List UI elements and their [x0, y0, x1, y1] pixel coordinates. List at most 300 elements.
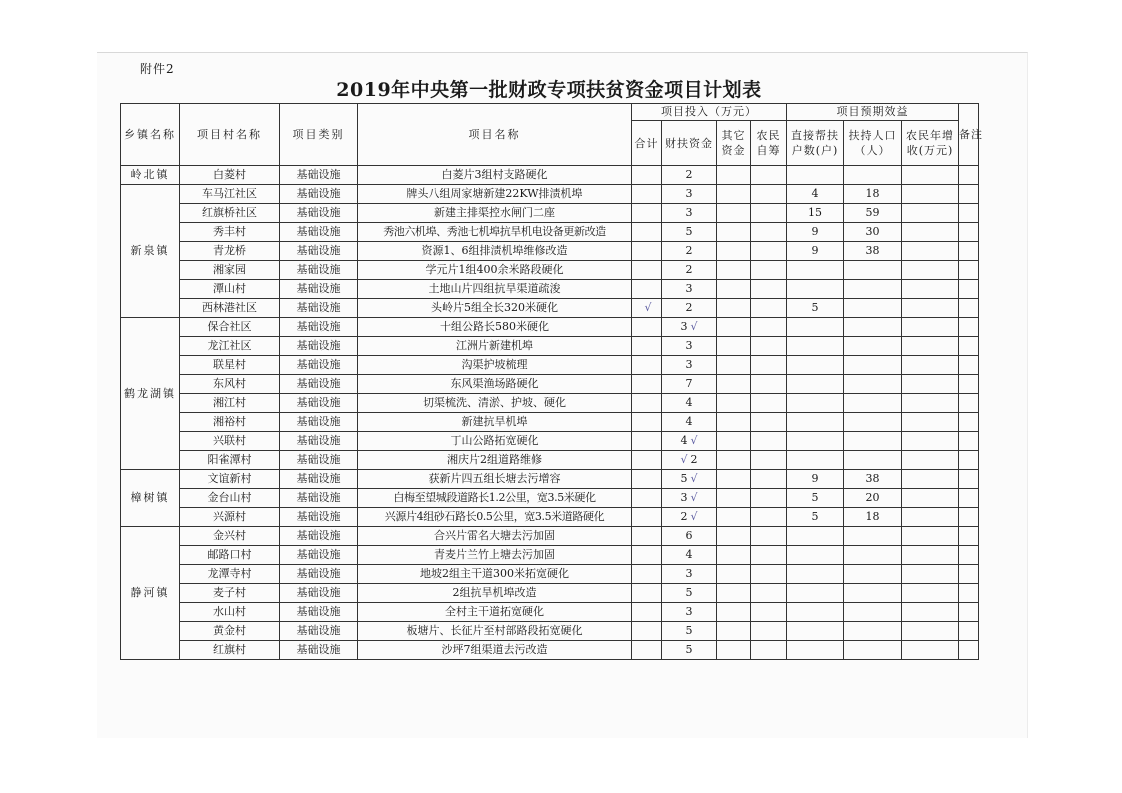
category-cell: 基础设施 [280, 318, 358, 337]
project-cell: 江洲片新建机埠 [358, 337, 632, 356]
fiscal-value: 7 [685, 377, 693, 390]
people-cell: 18 [844, 185, 902, 204]
households-cell: 9 [787, 470, 844, 489]
project-cell: 2组抗旱机埠改造 [358, 584, 632, 603]
households-cell [787, 413, 844, 432]
remark-cell [959, 299, 979, 318]
fiscal-cell [662, 622, 717, 641]
project-cell: 新建抗旱机埠 [358, 413, 632, 432]
total-cell [632, 280, 662, 299]
village-cell: 兴源村 [180, 508, 280, 527]
remark-cell [959, 432, 979, 451]
total-cell [632, 166, 662, 185]
other-cell [717, 508, 751, 527]
total-cell [632, 603, 662, 622]
farmer-cell [751, 451, 787, 470]
fiscal-cell [662, 185, 717, 204]
project-plan-table [120, 103, 984, 660]
village-cell: 龙江社区 [180, 337, 280, 356]
village-cell: 黄金村 [180, 622, 280, 641]
fiscal-value: 5 [680, 472, 688, 485]
category-cell: 基础设施 [280, 261, 358, 280]
table-row [121, 299, 979, 318]
checkmark-icon: √ [690, 434, 698, 447]
header-fiscal: 财扶资金 [662, 121, 717, 166]
category-cell: 基础设施 [280, 508, 358, 527]
income-cell [902, 584, 959, 603]
other-cell [717, 185, 751, 204]
checkmark-icon: √ [690, 320, 698, 333]
remark-cell [959, 394, 979, 413]
households-cell [787, 603, 844, 622]
category-cell: 基础设施 [280, 451, 358, 470]
town-cell: 静河镇 [121, 527, 180, 660]
fiscal-cell [662, 565, 717, 584]
income-cell [902, 394, 959, 413]
people-cell: 38 [844, 242, 902, 261]
other-cell [717, 470, 751, 489]
farmer-cell [751, 356, 787, 375]
table-row [121, 451, 979, 470]
fiscal-value: 3 [685, 358, 693, 371]
households-cell [787, 451, 844, 470]
fiscal-value: 4 [685, 415, 693, 428]
total-cell [632, 223, 662, 242]
table-row [121, 584, 979, 603]
total-cell [632, 242, 662, 261]
income-cell [902, 603, 959, 622]
total-cell [632, 641, 662, 660]
total-cell [632, 584, 662, 603]
fiscal-value: 3 [685, 605, 693, 618]
remark-cell [959, 242, 979, 261]
fiscal-cell [662, 584, 717, 603]
other-cell [717, 584, 751, 603]
other-cell [717, 603, 751, 622]
households-cell [787, 565, 844, 584]
table-row [121, 641, 979, 660]
income-cell [902, 546, 959, 565]
fiscal-cell [662, 204, 717, 223]
village-cell: 西林港社区 [180, 299, 280, 318]
category-cell: 基础设施 [280, 584, 358, 603]
village-cell: 湘家园 [180, 261, 280, 280]
other-cell [717, 299, 751, 318]
category-cell: 基础设施 [280, 641, 358, 660]
farmer-cell [751, 318, 787, 337]
farmer-cell [751, 432, 787, 451]
total-cell [632, 508, 662, 527]
remark-cell [959, 337, 979, 356]
people-cell [844, 565, 902, 584]
other-cell [717, 356, 751, 375]
households-cell [787, 584, 844, 603]
people-cell: 30 [844, 223, 902, 242]
income-cell [902, 356, 959, 375]
total-cell [632, 546, 662, 565]
total-cell [632, 394, 662, 413]
village-cell: 车马江社区 [180, 185, 280, 204]
other-cell [717, 223, 751, 242]
fiscal-cell [662, 641, 717, 660]
total-cell [632, 185, 662, 204]
fiscal-value: 2 [690, 453, 698, 466]
people-cell [844, 356, 902, 375]
other-cell [717, 261, 751, 280]
remark-cell [959, 375, 979, 394]
checkmark-icon: √ [690, 510, 698, 523]
fiscal-value: 2 [685, 301, 693, 314]
people-cell [844, 603, 902, 622]
category-cell: 基础设施 [280, 432, 358, 451]
income-cell [902, 527, 959, 546]
remark-cell [959, 185, 979, 204]
fiscal-cell [662, 375, 717, 394]
fiscal-cell [662, 223, 717, 242]
table-row [121, 375, 979, 394]
table-row [121, 413, 979, 432]
income-cell [902, 223, 959, 242]
category-cell: 基础设施 [280, 185, 358, 204]
table-row [121, 622, 979, 641]
village-cell: 联星村 [180, 356, 280, 375]
people-cell: 20 [844, 489, 902, 508]
project-cell: 沟渠护坡梳理 [358, 356, 632, 375]
category-cell: 基础设施 [280, 565, 358, 584]
fiscal-value: 3 [685, 206, 693, 219]
people-cell [844, 394, 902, 413]
checkmark-icon: √ [680, 453, 688, 466]
people-cell [844, 546, 902, 565]
village-cell: 兴联村 [180, 432, 280, 451]
people-cell [844, 280, 902, 299]
people-cell [844, 413, 902, 432]
income-cell [902, 166, 959, 185]
income-cell [902, 451, 959, 470]
income-cell [902, 641, 959, 660]
households-cell: 9 [787, 223, 844, 242]
total-cell [632, 565, 662, 584]
farmer-cell [751, 185, 787, 204]
farmer-cell [751, 641, 787, 660]
other-cell [717, 432, 751, 451]
farmer-cell [751, 527, 787, 546]
other-cell [717, 641, 751, 660]
income-cell [902, 299, 959, 318]
project-cell: 切渠梳洗、清淤、护坡、硬化 [358, 394, 632, 413]
remark-cell [959, 641, 979, 660]
table-row [121, 546, 979, 565]
remark-cell [959, 470, 979, 489]
table-row [121, 261, 979, 280]
households-cell: 15 [787, 204, 844, 223]
category-cell: 基础设施 [280, 375, 358, 394]
table-row [121, 508, 979, 527]
households-cell [787, 622, 844, 641]
people-cell [844, 622, 902, 641]
fiscal-cell [662, 470, 717, 489]
farmer-cell [751, 565, 787, 584]
remark-cell [959, 356, 979, 375]
category-cell: 基础设施 [280, 489, 358, 508]
other-cell [717, 375, 751, 394]
project-cell: 全村主干道拓宽硬化 [358, 603, 632, 622]
fiscal-value: 3 [680, 491, 688, 504]
village-cell: 白菱村 [180, 166, 280, 185]
remark-cell [959, 603, 979, 622]
category-cell: 基础设施 [280, 394, 358, 413]
people-cell: 59 [844, 204, 902, 223]
households-cell [787, 527, 844, 546]
category-cell: 基础设施 [280, 223, 358, 242]
other-cell [717, 451, 751, 470]
fiscal-value: 3 [680, 320, 688, 333]
total-cell [632, 299, 662, 318]
farmer-cell [751, 546, 787, 565]
farmer-cell [751, 337, 787, 356]
fiscal-cell [662, 432, 717, 451]
total-cell [632, 337, 662, 356]
other-cell [717, 413, 751, 432]
village-cell: 龙潭寺村 [180, 565, 280, 584]
remark-cell [959, 527, 979, 546]
fiscal-value: 5 [685, 643, 693, 656]
category-cell: 基础设施 [280, 413, 358, 432]
header-category: 项目类别 [280, 104, 358, 166]
checkmark-icon: √ [644, 301, 652, 314]
farmer-cell [751, 413, 787, 432]
other-cell [717, 394, 751, 413]
households-cell [787, 356, 844, 375]
income-cell [902, 204, 959, 223]
people-cell [844, 166, 902, 185]
households-cell [787, 166, 844, 185]
fiscal-cell [662, 394, 717, 413]
header-households: 直接帮扶户数(户) [787, 121, 844, 166]
fiscal-cell [662, 318, 717, 337]
project-cell: 青麦片兰竹上塘去污加固 [358, 546, 632, 565]
header-remark: 备注 [959, 104, 979, 166]
fiscal-value: 5 [685, 586, 693, 599]
farmer-cell [751, 204, 787, 223]
table-row [121, 489, 979, 508]
table-row [121, 242, 979, 261]
income-cell [902, 242, 959, 261]
income-cell [902, 622, 959, 641]
fiscal-cell [662, 508, 717, 527]
fiscal-cell [662, 546, 717, 565]
project-cell: 湘庆片2组道路维修 [358, 451, 632, 470]
village-cell: 金台山村 [180, 489, 280, 508]
total-cell [632, 261, 662, 280]
village-cell: 湘江村 [180, 394, 280, 413]
village-cell: 潭山村 [180, 280, 280, 299]
village-cell: 阳雀潭村 [180, 451, 280, 470]
category-cell: 基础设施 [280, 166, 358, 185]
people-cell: 38 [844, 470, 902, 489]
income-cell [902, 318, 959, 337]
farmer-cell [751, 508, 787, 527]
category-cell: 基础设施 [280, 546, 358, 565]
table-row [121, 166, 979, 185]
fiscal-cell [662, 527, 717, 546]
header-other: 其它资金 [717, 121, 751, 166]
table-row [121, 394, 979, 413]
income-cell [902, 413, 959, 432]
category-cell: 基础设施 [280, 299, 358, 318]
income-cell [902, 185, 959, 204]
remark-cell [959, 451, 979, 470]
households-cell: 5 [787, 299, 844, 318]
total-cell [632, 413, 662, 432]
fiscal-value: 6 [685, 529, 693, 542]
other-cell [717, 280, 751, 299]
town-cell: 新泉镇 [121, 185, 180, 318]
table-row [121, 527, 979, 546]
table-row [121, 470, 979, 489]
households-cell [787, 432, 844, 451]
remark-cell [959, 622, 979, 641]
header-benefit: 项目预期效益 [787, 104, 959, 121]
project-cell: 学元片1组400余米路段硬化 [358, 261, 632, 280]
project-cell: 地坡2组主干道300米拓宽硬化 [358, 565, 632, 584]
header-investment: 项目投入（万元） [632, 104, 787, 121]
other-cell [717, 565, 751, 584]
farmer-cell [751, 261, 787, 280]
project-cell: 白菱片3组村支路硬化 [358, 166, 632, 185]
table-row [121, 280, 979, 299]
project-cell: 兴源片4组砂石路长0.5公里，宽3.5米道路硬化 [358, 508, 632, 527]
appendix-label: 附件2 [140, 62, 175, 76]
income-cell [902, 432, 959, 451]
category-cell: 基础设施 [280, 622, 358, 641]
people-cell [844, 337, 902, 356]
fiscal-value: 2 [685, 263, 693, 276]
category-cell: 基础设施 [280, 527, 358, 546]
remark-cell [959, 318, 979, 337]
village-cell: 金兴村 [180, 527, 280, 546]
category-cell: 基础设施 [280, 337, 358, 356]
total-cell [632, 489, 662, 508]
total-cell [632, 204, 662, 223]
fiscal-cell [662, 280, 717, 299]
project-cell: 合兴片雷名大塘去污加固 [358, 527, 632, 546]
table-row [121, 223, 979, 242]
farmer-cell [751, 223, 787, 242]
remark-cell [959, 204, 979, 223]
category-cell: 基础设施 [280, 356, 358, 375]
other-cell [717, 527, 751, 546]
project-cell: 获新片四五组长塘去污增容 [358, 470, 632, 489]
farmer-cell [751, 470, 787, 489]
project-cell: 板塘片、长征片至村部路段拓宽硬化 [358, 622, 632, 641]
village-cell: 湘裕村 [180, 413, 280, 432]
households-cell: 5 [787, 489, 844, 508]
households-cell [787, 318, 844, 337]
fiscal-value: 4 [685, 396, 693, 409]
table-row [121, 318, 979, 337]
other-cell [717, 489, 751, 508]
income-cell [902, 470, 959, 489]
remark-cell [959, 565, 979, 584]
income-cell [902, 261, 959, 280]
project-cell: 十组公路长580米硬化 [358, 318, 632, 337]
farmer-cell [751, 603, 787, 622]
people-cell [844, 299, 902, 318]
project-cell: 资源1、6组排渍机埠维修改造 [358, 242, 632, 261]
category-cell: 基础设施 [280, 204, 358, 223]
fiscal-cell [662, 413, 717, 432]
town-cell: 鹤龙湖镇 [121, 318, 180, 470]
table-row [121, 565, 979, 584]
total-cell [632, 527, 662, 546]
income-cell [902, 489, 959, 508]
village-cell: 水山村 [180, 603, 280, 622]
other-cell [717, 546, 751, 565]
project-cell: 沙坪7组渠道去污改造 [358, 641, 632, 660]
category-cell: 基础设施 [280, 470, 358, 489]
people-cell: 18 [844, 508, 902, 527]
remark-cell [959, 166, 979, 185]
income-cell [902, 375, 959, 394]
page-title: 2019年中央第一批财政专项扶贫资金项目计划表 [336, 79, 762, 101]
table-row [121, 204, 979, 223]
other-cell [717, 166, 751, 185]
remark-cell [959, 280, 979, 299]
fiscal-cell [662, 242, 717, 261]
checkmark-icon: √ [690, 472, 698, 485]
total-cell [632, 432, 662, 451]
remark-cell [959, 584, 979, 603]
header-income: 农民年增收(万元) [902, 121, 959, 166]
category-cell: 基础设施 [280, 280, 358, 299]
people-cell [844, 641, 902, 660]
table-row [121, 432, 979, 451]
town-cell: 樟树镇 [121, 470, 180, 527]
remark-cell [959, 546, 979, 565]
table-row [121, 185, 979, 204]
fiscal-cell [662, 299, 717, 318]
households-cell [787, 546, 844, 565]
header-village: 项目村名称 [180, 104, 280, 166]
project-cell: 东风渠渔场路硬化 [358, 375, 632, 394]
farmer-cell [751, 584, 787, 603]
people-cell [844, 375, 902, 394]
farmer-cell [751, 375, 787, 394]
category-cell: 基础设施 [280, 603, 358, 622]
remark-cell [959, 508, 979, 527]
header-farmer: 农民自筹 [751, 121, 787, 166]
other-cell [717, 204, 751, 223]
fiscal-cell [662, 603, 717, 622]
header-people: 扶持人口（人） [844, 121, 902, 166]
fiscal-value: 2 [680, 510, 688, 523]
table-row [121, 603, 979, 622]
project-cell: 牌头八组周家塘新建22KW排渍机埠 [358, 185, 632, 204]
income-cell [902, 337, 959, 356]
fiscal-value: 3 [685, 282, 693, 295]
table-row [121, 356, 979, 375]
people-cell [844, 432, 902, 451]
fiscal-value: 2 [685, 244, 693, 257]
village-cell: 文谊新村 [180, 470, 280, 489]
income-cell [902, 508, 959, 527]
header-town: 乡镇名称 [121, 104, 180, 166]
people-cell [844, 261, 902, 280]
people-cell [844, 584, 902, 603]
remark-cell [959, 261, 979, 280]
project-cell: 丁山公路拓宽硬化 [358, 432, 632, 451]
